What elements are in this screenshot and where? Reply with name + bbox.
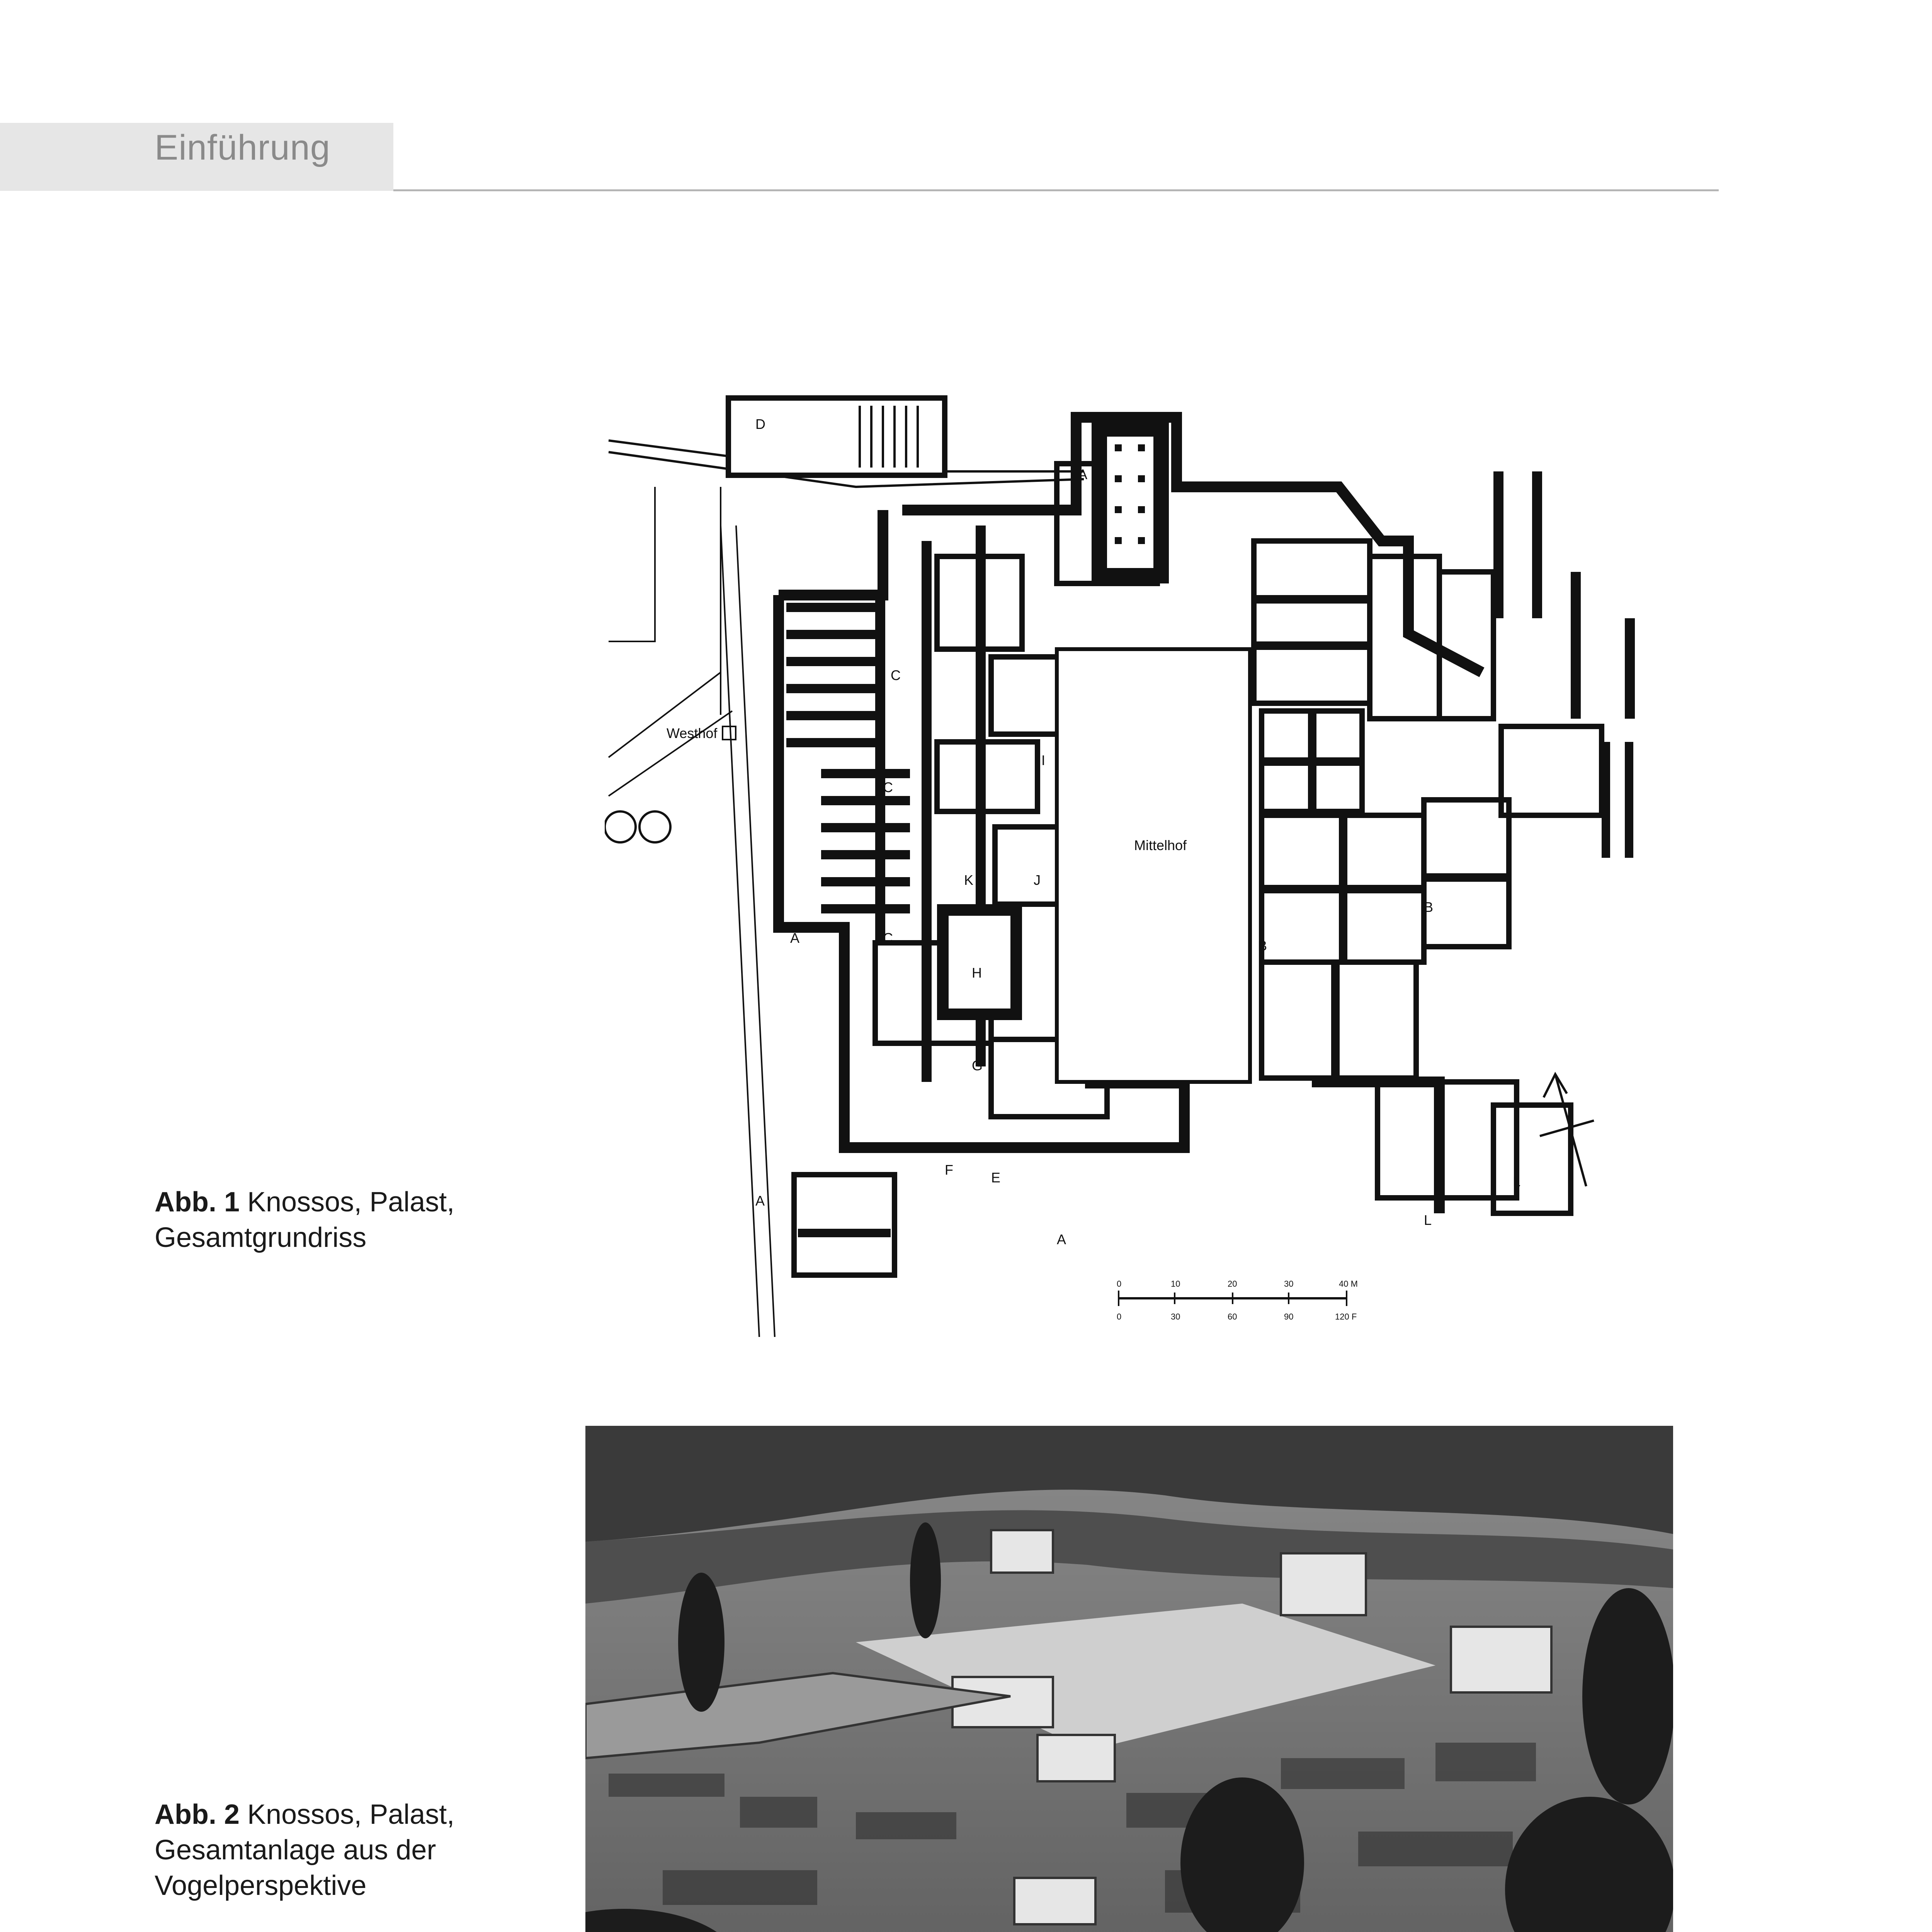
figure-1-floor-plan [605,325,1673,1337]
figure-number: Abb. 2 [155,1799,240,1830]
scale-tick-bottom: 120 F [1335,1312,1357,1321]
plan-letter: E [991,1170,1001,1185]
north-arrow-icon [1540,1074,1594,1186]
plan-letter: C [883,930,893,946]
caption-line: Gesamtanlage aus der [155,1835,436,1866]
scale-tick-top: 20 [1228,1279,1237,1289]
caption-text: Knossos, Palast, Gesamtgrundriss [155,1187,455,1253]
theatral-area [728,398,945,475]
scale-tick-top: 30 [1284,1279,1294,1289]
figure-number: Abb. 1 [155,1187,240,1218]
figure-2-aerial-photo [585,1426,1673,1932]
running-header: Einführung [155,128,330,167]
plan-label-mittelhof: Mittelhof [1134,837,1187,853]
plan-letter: A [790,930,800,946]
figure-2-caption [155,1797,541,1903]
plan-label-westhof: Westhof [667,725,718,741]
plan-letter: L [1424,1212,1432,1228]
header-rule [393,189,1719,191]
scale-tick-top: 10 [1171,1279,1180,1289]
central-court [1057,649,1250,1082]
plan-letter: I [1041,752,1046,768]
scale-tick-bottom: 60 [1228,1312,1237,1321]
plan-letter: B [1258,938,1267,954]
plan-letter: D [755,416,765,432]
caption-line: Knossos, Palast, [247,1799,455,1830]
plan-letter: H [972,965,982,981]
plan-letter: K [964,872,974,888]
plan-letter: B [1424,899,1434,915]
plan-letter: C [891,667,901,683]
scale-tick-top: 0 [1117,1279,1122,1289]
plan-letter: G [972,1058,983,1073]
north-building [1092,421,1169,583]
scale-tick-bottom: 90 [1284,1312,1294,1321]
plan-letter: L [1513,1173,1521,1189]
plan-letter: A [1057,1231,1066,1247]
plan-letter: J [1034,872,1041,888]
plan-letter: C [883,779,893,795]
caption-line: Vogelperspektive [155,1870,367,1901]
aerial-photo [585,1426,1673,1932]
plan-letter: A [1078,466,1088,482]
scale-tick-top: 40 M [1339,1279,1358,1289]
knossos-floor-plan [605,325,1673,1337]
scale-tick-bottom: 0 [1117,1312,1122,1321]
plan-letter: A [755,1193,765,1209]
plan-letter: F [945,1162,953,1178]
scale-tick-bottom: 30 [1171,1312,1180,1321]
scale-bar [1117,1279,1358,1321]
figure-1-caption [155,1184,541,1255]
